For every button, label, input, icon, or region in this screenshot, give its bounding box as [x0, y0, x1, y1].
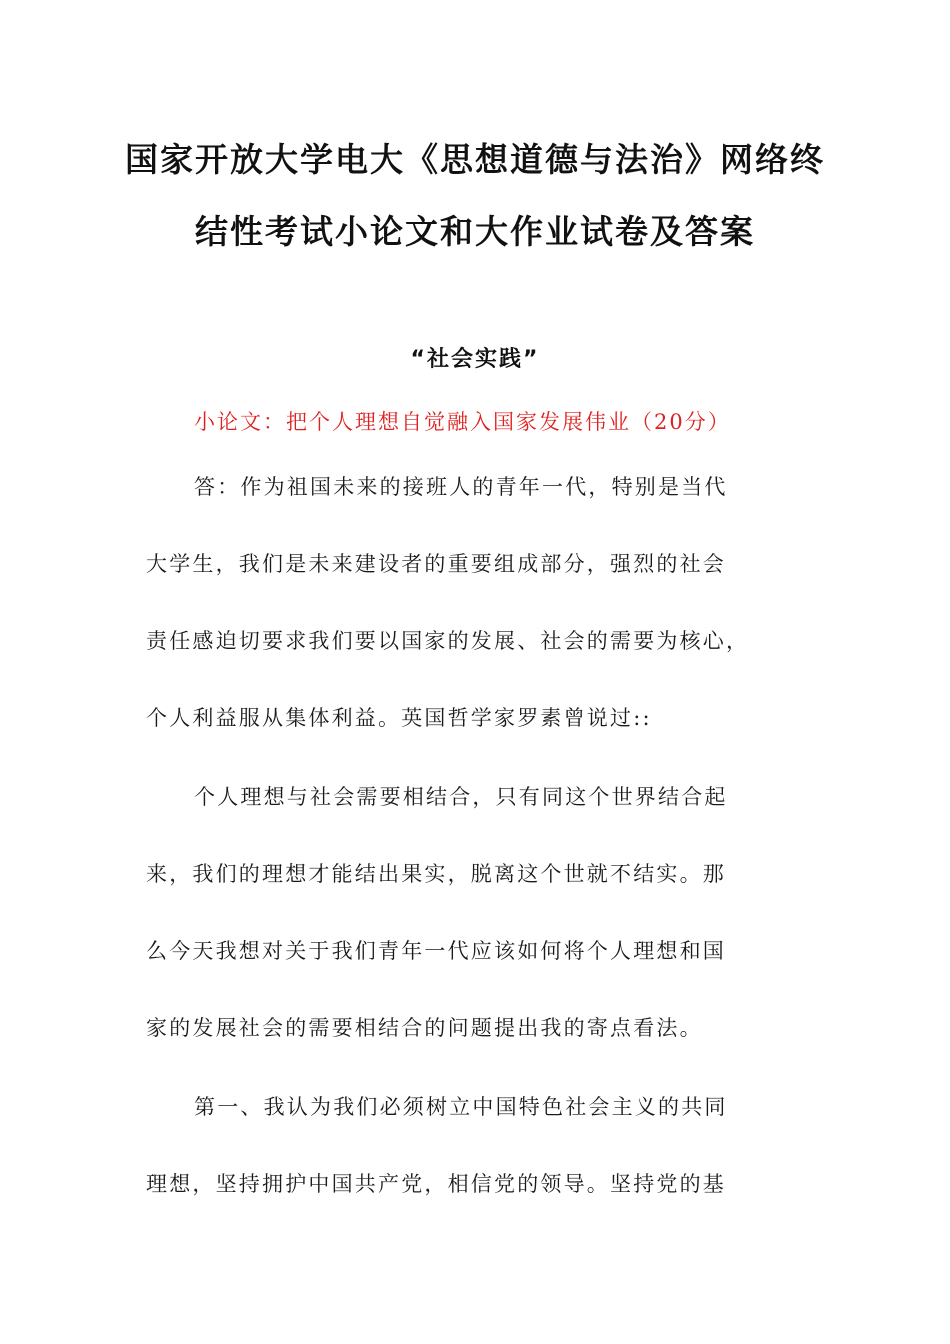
- paragraph-line: 理想，坚持拥护中国共产党，相信党的领导。坚持党的基: [146, 1172, 726, 1196]
- paragraph-line: 来，我们的理想才能结出果实，脱离这个世就不结实。那: [146, 862, 726, 886]
- paragraph-line: 第一、我认为我们必须树立中国特色社会主义的共同: [194, 1095, 728, 1119]
- paragraph-2: [146, 782, 786, 1090]
- paragraph-3: [146, 1092, 786, 1246]
- paragraph-line: 个人利益服从集体利益。英国哲学家罗素曾说过::: [146, 706, 652, 730]
- paragraph-line: 个人理想与社会需要相结合，只有同这个世界结合起: [194, 785, 728, 809]
- paragraph-line: 家的发展社会的需要相结合的问题提出我的寄点看法。: [146, 1016, 703, 1040]
- document-title-line-2: 结性考试小论文和大作业试卷及答案: [195, 212, 755, 251]
- essay-subtitle: 小论文：把个人理想自觉融入国家发展伟业（20分）: [194, 410, 731, 434]
- document-title-line-1: 国家开放大学电大《思想道德与法治》网络终: [125, 140, 825, 179]
- paragraph-line: 责任感迫切要求我们要以国家的发展、社会的需要为核心，: [146, 629, 750, 653]
- paragraph-line: 么今天我想对关于我们青年一代应该如何将个人理想和国: [146, 939, 726, 963]
- paragraph-line: 大学生，我们是未来建设者的重要组成部分，强烈的社会: [146, 552, 726, 576]
- section-heading: “社会实践”: [410, 347, 540, 372]
- paragraph-1: [146, 472, 786, 780]
- paragraph-line: 答：作为祖国未来的接班人的青年一代，特别是当代: [194, 475, 728, 499]
